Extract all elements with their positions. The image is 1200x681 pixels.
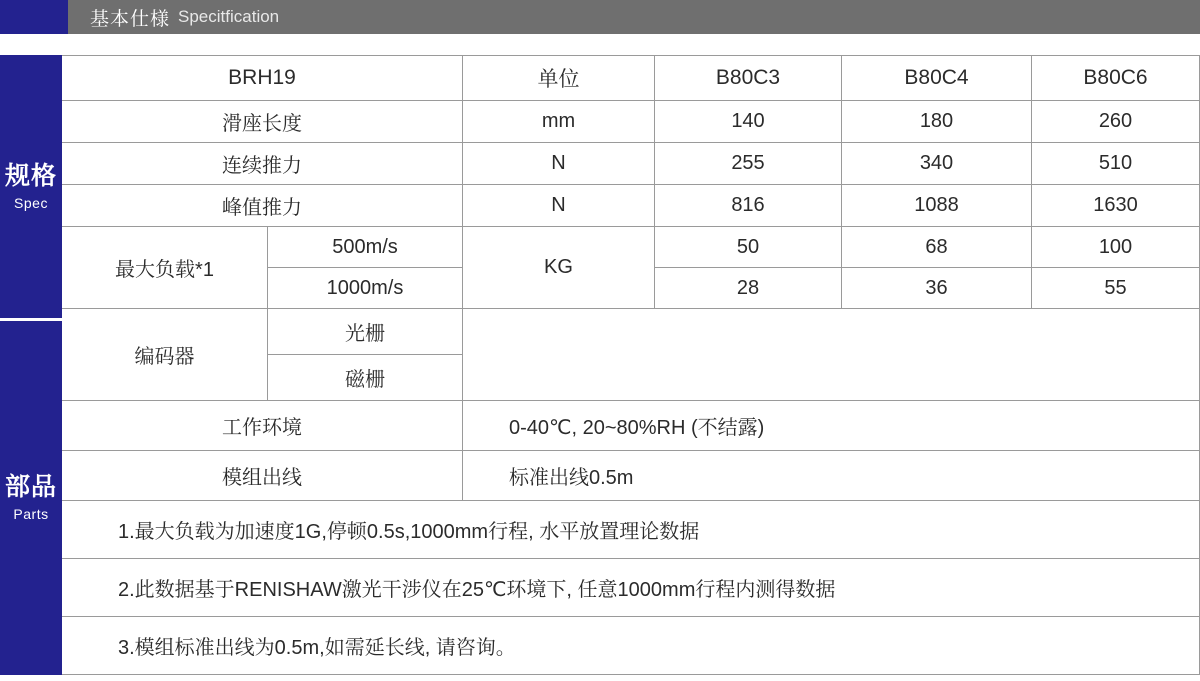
table-row bbox=[62, 143, 1199, 185]
header-title-bar bbox=[68, 0, 1200, 34]
row-label-encoder: 编码器 bbox=[134, 346, 195, 368]
row-label-cable: 模组出线 bbox=[222, 467, 302, 489]
encoder-type-optical: 光栅 bbox=[268, 309, 462, 355]
row-label-slider-length: 滑座长度 bbox=[222, 113, 302, 135]
row-value-slider-length-b80c4: 180 bbox=[841, 101, 1031, 142]
row-value-continuous-force-b80c3: 255 bbox=[654, 143, 841, 184]
note-row bbox=[62, 559, 1199, 617]
max-load-values-500 bbox=[654, 227, 1199, 268]
table-row-max-load bbox=[62, 227, 1199, 309]
encoder-empty-cell bbox=[462, 309, 1199, 400]
table-row bbox=[62, 185, 1199, 227]
note-row bbox=[62, 501, 1199, 559]
max-load-500-b80c3: 50 bbox=[654, 227, 841, 267]
max-load-1000-b80c6: 55 bbox=[1031, 268, 1199, 308]
encoder-type-group bbox=[267, 309, 462, 400]
row-value-peak-force-b80c4: 1088 bbox=[841, 185, 1031, 226]
row-value-environment: 0-40℃, 20~80%RH (不结露) bbox=[462, 401, 1199, 450]
row-label-environment: 工作环境 bbox=[222, 417, 302, 439]
note-row bbox=[62, 617, 1199, 675]
max-load-values bbox=[654, 227, 1199, 308]
header-cell-b80c3: B80C3 bbox=[654, 56, 841, 100]
sidebar-item-parts bbox=[0, 321, 62, 675]
max-load-1000-b80c3: 28 bbox=[654, 268, 841, 308]
page-header bbox=[0, 0, 1200, 34]
sidebar-item-parts-label-cn: 部品 bbox=[4, 473, 57, 501]
header-title-en: Specitfication bbox=[178, 7, 280, 26]
row-value-continuous-force-b80c6: 510 bbox=[1031, 143, 1199, 184]
header-cell-b80c4: B80C4 bbox=[841, 56, 1031, 100]
table-row bbox=[62, 101, 1199, 143]
row-value-slider-length-b80c3: 140 bbox=[654, 101, 841, 142]
max-load-1000-b80c4: 36 bbox=[841, 268, 1031, 308]
max-load-speed-group bbox=[267, 227, 462, 308]
table-row-environment bbox=[62, 401, 1199, 451]
row-value-slider-length-b80c6: 260 bbox=[1031, 101, 1199, 142]
row-value-cable: 标准出线0.5m bbox=[462, 451, 1199, 500]
row-value-peak-force-b80c3: 816 bbox=[654, 185, 841, 226]
table-row-encoder bbox=[62, 309, 1199, 401]
table-row-cable bbox=[62, 451, 1199, 501]
header-accent-block bbox=[0, 0, 68, 34]
row-value-continuous-force-b80c4: 340 bbox=[841, 143, 1031, 184]
row-label-continuous-force: 连续推力 bbox=[222, 155, 302, 177]
header-cell-unit: 单位 bbox=[462, 56, 654, 100]
row-unit-max-load: KG bbox=[462, 227, 654, 308]
spec-table bbox=[62, 55, 1200, 675]
note-text-1: 1.最大负载为加速度1G,停顿0.5s,1000mm行程, 水平放置理论数据 bbox=[118, 521, 700, 543]
max-load-name-group bbox=[62, 227, 462, 308]
row-unit-peak-force: N bbox=[462, 185, 654, 226]
spec-sheet bbox=[0, 55, 1200, 675]
category-sidebar bbox=[0, 55, 62, 675]
max-load-500-b80c4: 68 bbox=[841, 227, 1031, 267]
row-label-max-load: 最大负载*1 bbox=[115, 259, 214, 281]
sidebar-item-spec-label-en: Spec bbox=[14, 194, 48, 211]
row-label-peak-force: 峰值推力 bbox=[222, 197, 302, 219]
encoder-type-magnetic: 磁栅 bbox=[345, 369, 385, 391]
row-unit-continuous-force: N bbox=[462, 143, 654, 184]
header-cell-b80c6: B80C6 bbox=[1031, 56, 1199, 100]
sidebar-item-spec-label-cn: 规格 bbox=[4, 161, 57, 190]
row-unit-slider-length: mm bbox=[462, 101, 654, 142]
table-header-row bbox=[62, 56, 1199, 101]
max-load-values-1000 bbox=[654, 268, 1199, 308]
sidebar-item-spec bbox=[0, 55, 62, 321]
note-text-2: 2.此数据基于RENISHAW激光干涉仪在25℃环境下, 任意1000mm行程内测得数据 bbox=[118, 579, 836, 601]
note-text-3: 3.模组标准出线为0.5m,如需延长线, 请咨询。 bbox=[118, 637, 516, 659]
sidebar-item-parts-label-en: Parts bbox=[13, 506, 49, 522]
header-title-cn: 基本仕様 bbox=[90, 8, 171, 30]
header-cell-model: BRH19 bbox=[228, 66, 296, 89]
max-load-speed-1000: 1000m/s bbox=[326, 276, 404, 299]
max-load-500-b80c6: 100 bbox=[1031, 227, 1199, 267]
max-load-speed-500: 500m/s bbox=[268, 227, 462, 268]
row-value-peak-force-b80c6: 1630 bbox=[1031, 185, 1199, 226]
